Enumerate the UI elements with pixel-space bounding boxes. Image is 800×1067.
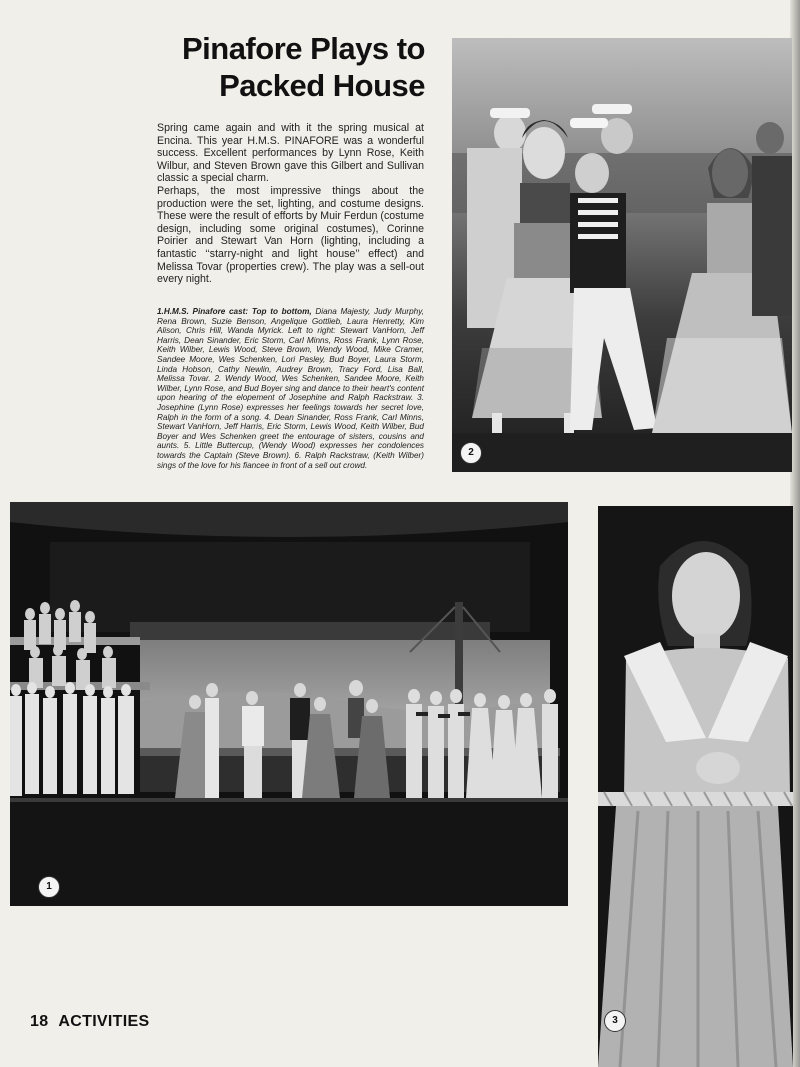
photo-number-badge: 1: [38, 876, 60, 898]
photo-number-badge: 2: [460, 442, 482, 464]
page-folio: [30, 1013, 149, 1031]
caption-text: Diana Majesty, Judy Murphy, Rena Brown, Suzie Benson, Angelique Gottlieb, Laura Henretty, Kim Alison, Chris Hill, Wanda Myrick. Left to right: Stewart VanHorn, Jeff Harris, Dean Sinander, Eric Storm, Carl Minns, Ross Frank, Lynn Rose, Keith Wilber, Lewis Wood, Steve Brown, Wendy Wood, Mike Cramer, Sandee Moore, Wes Schenken, Lori Pasley, Bud Boyer, Laura Storm, Linda Hobson, Cathy Newlin, Audrey Brown, Tracy Ford, Lisa Ball, Melissa Tovar. 2. Wendy Wood, Wes Schenken, Sandee Moore, Keith Wilber, Lynn Rose, and Bud Boyer sing and dance to their heart's content upon hearing of the elopement of Josephine and Ralph Rackstraw. 3. Josephine (Lynn Rose) expresses her feelings towards her secret love, Ralph in the form of a song. 4. Dean Sinander, Ross Frank, Carl Minns, Stewart VanHorn, Jeff Harris, Eric Storm, Lewis Wood, Keith Wilber, Bud Boyer and Wes Schenken greet the entourage of sisters, cousins and aunts. 5. Little Buttercup, (Wendy Wood) expresses her condolences towards the Captain (Steve Brown). 6. Ralph Rackstraw, (Keith Wilber) sings of the love for his fiancee in front of a sell out crowd.: [157, 307, 425, 470]
page-number: 18: [30, 1013, 49, 1030]
photo-full-stage: [10, 502, 568, 906]
section-label: ACTIVITIES: [58, 1013, 150, 1030]
photo-caption: [157, 307, 424, 470]
photo-josephine-solo-image: [598, 506, 793, 1067]
article-title: [150, 30, 425, 104]
photo-number-badge: 3: [604, 1010, 626, 1032]
photo-dancers: [452, 38, 792, 472]
caption-lead: 1.H.M.S. Pinafore cast: Top to bottom,: [157, 307, 312, 316]
title-line-1: Pinafore Plays to: [181, 31, 425, 66]
article-paragraph-2: Perhaps, the most impressive things about the production were the set, lighting, and costume designs. These were the result of efforts by Muir Ferdun (costume design, including some original costumes), Corinne Poirier and Stewart Van Horn (lighting, including a fantastic ‘‘starry-night and light house’’ effect) and Melissa Tovar (properties crew). The play was a sell-out every night.: [157, 185, 424, 286]
title-line-2: Packed House: [219, 68, 425, 103]
article-paragraph-1: Spring came again and with it the spring musical at Encina. This year H.M.S. PINAFORE was a wonderful success. Excellent performances by Lynn Rose, Keith Wilbur, and Steven Brown gave this Gilbert and Sullivan classic a special charm.: [157, 122, 424, 185]
photo-dancers-image: [452, 38, 792, 472]
photo-full-stage-image: [10, 502, 568, 906]
photo-josephine-solo: [598, 506, 793, 1067]
